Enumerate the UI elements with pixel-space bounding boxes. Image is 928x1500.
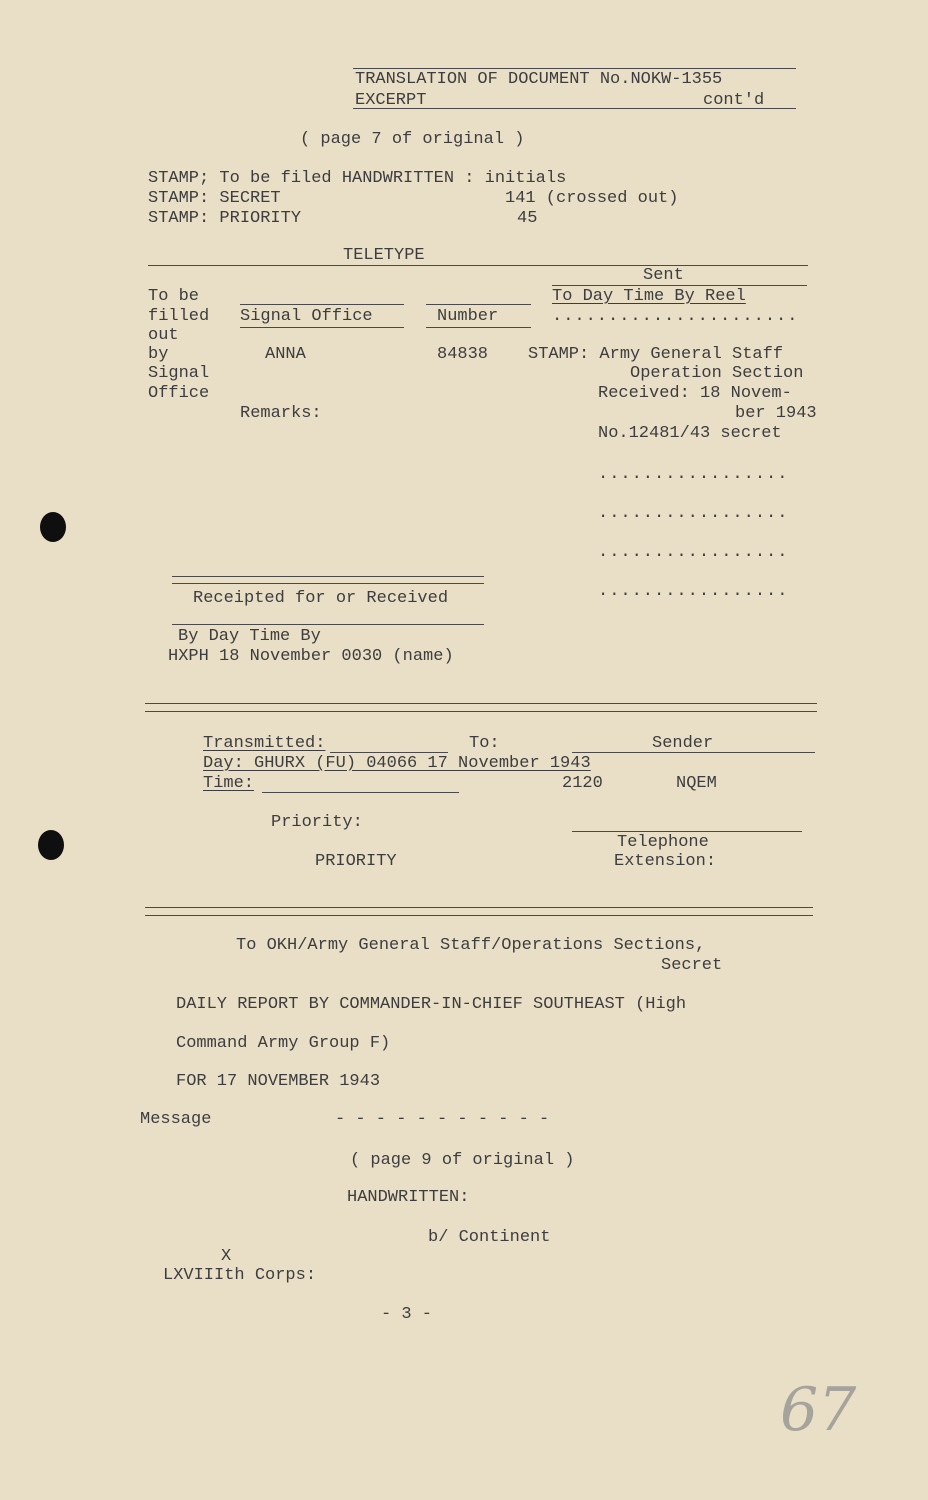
number-overline [426,304,531,305]
teletype-title: TELETYPE [343,246,425,265]
x-mark: X [221,1247,232,1266]
time-value: 2120 [562,774,603,793]
signal-office-overline [240,304,404,305]
priority-label: Priority: [271,813,363,832]
message-label: Message [140,1110,212,1129]
stamp-secret: STAMP: SECRET [148,189,281,208]
receipt-columns: By Day Time By [178,627,321,646]
dot-line-3: ................. [598,543,789,562]
folio-number: 67 [780,1375,857,1445]
stamp-priority: STAMP: PRIORITY [148,209,302,228]
receipt-rule-3 [172,624,484,625]
left-label-3: out [148,326,179,345]
dot-line-1: ................. [598,465,789,484]
received-stamp-line-2: Operation Section [630,364,804,383]
received-stamp-line-4: ber 1943 [735,404,817,423]
report-line-2: Command Army Group F) [176,1034,391,1053]
binder-hole-bottom [38,830,64,860]
telephone-rule [572,831,802,832]
section-rule-2 [145,711,817,712]
left-label-1: To be [148,287,200,306]
page-7-reference: ( page 7 of original ) [300,130,525,149]
page-number: - 3 - [381,1305,433,1324]
signal-office-value: ANNA [265,345,306,364]
corps-label: LXVIIIth Corps: [163,1266,317,1285]
binder-hole-top [40,512,66,542]
excerpt-label: EXCERPT [355,91,427,110]
received-stamp-line-5: No.12481/43 secret [598,424,782,443]
received-stamp-line-1: STAMP: Army General Staff [528,345,784,364]
contd-label: cont'd [703,91,765,110]
received-stamp-line-3: Received: 18 Novem- [598,384,792,403]
page-9-reference: ( page 9 of original ) [350,1151,575,1170]
day-line: Day: GHURX (FU) 04066 17 November 1943 [203,754,591,773]
section-rule-1 [145,703,817,704]
left-label-4: by [148,345,169,364]
priority-value: PRIORITY [315,852,397,871]
handwritten-number: 45 [517,209,538,228]
report-line-1: DAILY REPORT BY COMMANDER-IN-CHIEF SOUTHEAST (High [176,995,687,1014]
number-label: Number [437,307,499,326]
sent-dotted-line: ...................... [552,307,799,326]
continent-label: b/ Continent [428,1228,551,1247]
message-dashes: - - - - - - - - - - - [335,1110,550,1129]
telephone-label: Telephone [617,833,709,852]
message-secret: Secret [661,956,723,975]
sender-value: NQEM [676,774,717,793]
receipt-rule-1 [172,576,484,577]
time-label: Time: [203,774,255,793]
message-recipient: To OKH/Army General Staff/Operations Sections, [236,936,706,955]
dot-line-4: ................. [598,582,789,601]
title-overline [353,68,796,69]
number-value: 84838 [437,345,489,364]
sent-label: Sent [643,266,684,285]
time-rule [262,792,459,793]
section-rule-4 [145,915,813,916]
report-line-3: FOR 17 NOVEMBER 1943 [176,1072,381,1091]
signal-office-underline [240,327,404,328]
teletype-rule [148,265,808,266]
translation-title: TRANSLATION OF DOCUMENT No.NOKW-1355 [355,70,723,89]
receipt-rule-2 [172,583,484,584]
receipt-values: HXPH 18 November 0030 (name) [168,647,454,666]
remarks-label: Remarks: [240,404,322,423]
left-label-5: Signal [148,364,210,383]
sent-rule [552,285,807,286]
signal-office-label: Signal Office [240,307,373,326]
dot-line-2: ................. [598,504,789,523]
left-label-6: Office [148,384,210,403]
sent-columns: To Day Time By Reel [552,287,746,306]
transmitted-label: Transmitted: [203,734,326,753]
sender-label: Sender [652,734,714,753]
receipted-label: Receipted for or Received [193,589,449,608]
excerpt-underline [353,108,796,109]
stamp-to-be-filed: STAMP; To be filed HANDWRITTEN : initials [148,169,567,188]
transmitted-rule [330,752,448,753]
left-label-2: filled [148,307,210,326]
section-rule-3 [145,907,813,908]
extension-label: Extension: [614,852,717,871]
to-label: To: [469,734,500,753]
number-underline [426,327,531,328]
crossed-out-number: 141 (crossed out) [505,189,679,208]
handwritten-label: HANDWRITTEN: [347,1188,470,1207]
